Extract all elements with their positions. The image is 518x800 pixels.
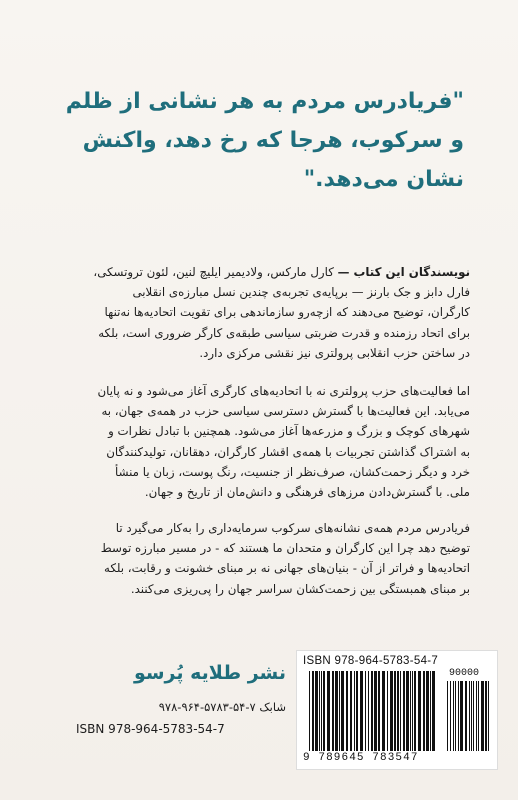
barcode-bar (350, 671, 352, 751)
barcode-bar (488, 681, 489, 751)
paragraph-line: به اشتراک گذاشتن تجربیات با همه‌ی اقشار کارگران، دهقانان، تولیدکنندگان (106, 444, 470, 459)
barcode-bar (374, 671, 377, 751)
barcode-bar (458, 681, 459, 751)
paragraph-line: خرد و دیگر زحمت‌کشان، صرف‌نظر از جنسیت، رنگ پوست، زبان یا منشأ (115, 464, 470, 479)
barcode-bar (453, 681, 454, 751)
barcode-bar (339, 671, 340, 751)
barcode-bar (368, 671, 369, 751)
barcode-bar (354, 671, 355, 751)
party-activities-paragraph (74, 381, 470, 502)
barcode-bar (321, 671, 322, 751)
barcode-bar (430, 671, 431, 751)
barcode-bar (455, 681, 456, 751)
barcode-bar (469, 681, 470, 751)
barcode-bar (485, 681, 487, 751)
authors-lead: نویسندگان این کتاب — (337, 265, 470, 279)
paragraph-line: فریادرس مردم همه‌ی نشانه‌های سرکوب سرمایه‌داری را به‌کار می‌گیرد تا (115, 521, 470, 535)
paragraph-line: بر مبنای همبستگی بین زحمت‌کشان سراسر جهان را پی‌ریزی می‌کنند. (130, 581, 470, 596)
publisher-name: نشر طلایه پُرسو (133, 662, 286, 684)
paragraph-line: شهرهای کوچک و بزرگ و مزرعه‌ها آغاز می‌شود. همچنین با تبادل نظرات و (108, 424, 470, 439)
paragraph-line: اتحادیه‌ها و فراتر از آن - بنیان‌های جهانی نه بر مبنای خشونت و رقابت، بلکه (104, 561, 470, 576)
barcode-bar (403, 671, 405, 751)
barcode-bar (390, 671, 393, 751)
barcode-bar (356, 671, 358, 751)
barcode-digits: 9 789645 783547 (303, 752, 419, 764)
shabak-number: شابک ۷-۵۴-۵۷۸۳-۹۶۴-۹۷۸ (158, 700, 286, 714)
barcode-bar (341, 671, 344, 751)
barcode-bar (400, 671, 401, 751)
barcode (296, 650, 498, 770)
barcode-bar (387, 671, 388, 751)
barcode-isbn-label: ISBN 978-964-5783-54-7 (303, 655, 439, 667)
isbn-number: ISBN 978-964-5783-54-7 (76, 722, 225, 736)
barcode-bar (465, 681, 467, 751)
authors-paragraph (74, 262, 470, 363)
barcode-bar (365, 671, 366, 751)
barcode-bar (471, 681, 472, 751)
quote-line: "فریادرس مردم به هر نشانی از ظلم (65, 89, 464, 114)
paragraph-line: ملی. با گسترش‌دادن مرزهای فرهنگی و دانش‌مان از تاریخ و جهان. (144, 485, 470, 500)
barcode-bar (478, 681, 479, 751)
barcode-bar (397, 671, 399, 751)
barcode-bars (309, 671, 439, 751)
barcode-bar (414, 671, 416, 751)
barcode-bar (460, 681, 463, 751)
authors-list: کارل مارکس، ولادیمیر ایلیچ لنین، لئون تروتسکی، (93, 265, 338, 279)
barcode-bar (327, 671, 330, 751)
barcode-addon-bars (447, 681, 491, 751)
summary-paragraph (74, 518, 470, 599)
barcode-addon-number: 90000 (449, 668, 480, 679)
barcode-bar (378, 671, 380, 751)
barcode-bar (382, 671, 385, 751)
paragraph-line: توضیح دهد چرا این کارگران و متحدان ما هستند که - در مسیر مبارزه توسط (100, 541, 470, 556)
paragraph-line: در ساختن حزب انقلابی پرولتری نیز نقشی مرکزی دارد. (199, 345, 470, 360)
paragraph-line: فارل دابز و جک بارنز — برپایه‌ی تجربه‌ی چندین نسل مبارزه‌ی انقلابی (132, 285, 470, 300)
barcode-bar (323, 671, 325, 751)
barcode-bar (481, 681, 484, 751)
barcode-bar (406, 671, 409, 751)
barcode-bar (335, 671, 338, 751)
pull-quote (64, 82, 464, 199)
barcode-bar (450, 681, 451, 751)
quote-line: و سرکوب، هرجا که رخ دهد، واکنش (82, 128, 464, 153)
barcode-bar (360, 671, 363, 751)
paragraph-line: اما فعالیت‌های حزب پرولتری نه با اتحادیه‌های کارگری آغاز می‌شود و نه پایان (97, 384, 470, 398)
barcode-bar (410, 671, 411, 751)
barcode-bar (423, 671, 425, 751)
paragraph-line (74, 262, 470, 282)
barcode-bar (312, 671, 314, 751)
quote-line: نشان می‌دهد." (303, 167, 464, 192)
barcode-bar (418, 671, 421, 751)
barcode-bar (412, 671, 413, 751)
barcode-bar (332, 671, 334, 751)
barcode-bar (447, 681, 448, 751)
barcode-bar (319, 671, 320, 751)
barcode-bar (371, 671, 373, 751)
barcode-bar (315, 671, 318, 751)
barcode-bar (309, 671, 310, 751)
paragraph-line: می‌یابد. این فعالیت‌ها با گسترش دسترسی سیاسی حزب در همه‌ی جهان، به (101, 404, 470, 419)
barcode-bar (346, 671, 348, 751)
paragraph-line: کارگران، توضیح می‌دهند که ازچه‌رو سازماندهی برای تقویت اتحادیه‌ها نه‌تنها (104, 305, 470, 320)
barcode-bar (432, 671, 435, 751)
barcode-bar (426, 671, 429, 751)
paragraph-line: برای اتحاد رزمنده و قدرت ضربتی سیاسی طبقه‌ی کارگر ضروری است، بلکه (98, 325, 470, 340)
barcode-bar (394, 671, 396, 751)
barcode-bar (476, 681, 477, 751)
barcode-bar (473, 681, 474, 751)
